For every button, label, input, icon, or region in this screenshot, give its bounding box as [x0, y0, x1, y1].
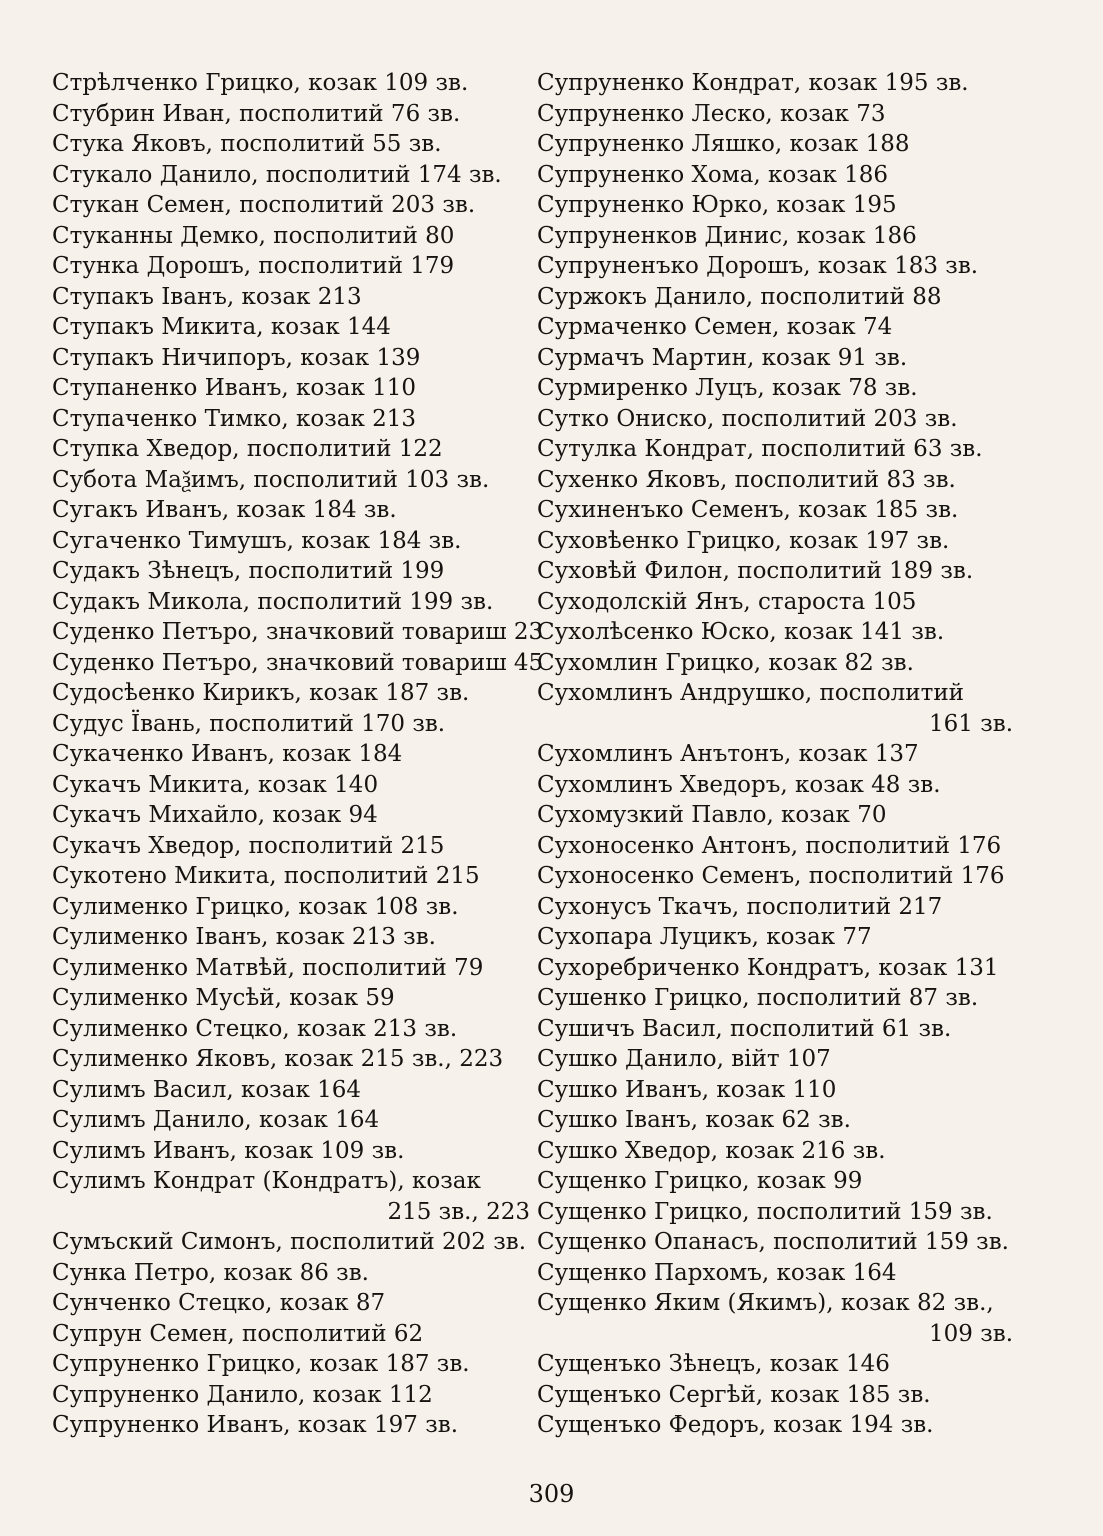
index-entry: Супруненко Грицко, козак 187 зв. [52, 1351, 470, 1377]
index-entry: Сумъский Симонъ, посполитий 202 зв. [52, 1229, 527, 1255]
index-entry: Сущенъко Сергѣй, козак 185 зв. [537, 1381, 931, 1408]
index-entry: Супруненков Динис, козак 186 [537, 222, 917, 249]
index-entry: Стукан Семен, посполитий 203 зв. [52, 192, 476, 218]
index-entry: Супруненко Леско, козак 73 [537, 100, 886, 127]
index-entry: Сурмаченко Семен, козак 74 [537, 314, 893, 340]
index-entry: Стубрин Иван, посполитий 76 зв. [52, 100, 461, 127]
index-entry: Сулименко Іванъ, козак 213 зв. [52, 924, 436, 950]
index-entry: Сурмачъ Мартин, козак 91 зв. [537, 344, 908, 371]
index-entry: Стукало Данило, посполитий 174 зв. [52, 161, 502, 188]
index-entry-continuation: 109 зв. [928, 1320, 1013, 1347]
page-number: 309 [528, 1480, 575, 1508]
index-entry: Сушко Хведор, козак 216 зв. [537, 1137, 886, 1164]
index-entry: Сухомлинъ Анътонъ, козак 137 [537, 741, 919, 767]
index-entry: Ступакъ Микита, козак 144 [52, 314, 391, 340]
index-entry: Судосѣенко Кирикъ, козак 187 зв. [52, 680, 470, 706]
index-entry: Сулимъ Васил, козак 164 [52, 1076, 362, 1103]
index-entry: Сухомузкий Павло, козак 70 [537, 802, 887, 828]
index-column-right [537, 68, 1013, 1441]
index-entry: Сукачъ Хведор, посполитий 215 [52, 832, 445, 859]
index-entry-continuation: 161 зв. [928, 710, 1013, 737]
index-entry: Сухоносенко Семенъ, посполитий 176 [537, 863, 1005, 889]
index-entry: Сукотено Микита, посполитий 215 [52, 863, 480, 889]
index-entry: Сухоносенко Антонъ, посполитий 176 [537, 832, 1002, 859]
index-entry: Сущенъко Федоръ, козак 194 зв. [537, 1412, 934, 1438]
index-entry: Супруненко Ляшко, козак 188 [537, 131, 910, 157]
index-entry: Сухиненъко Семенъ, козак 185 зв. [537, 497, 959, 523]
index-entry: Сулименко Стецко, козак 213 зв. [52, 1015, 458, 1042]
index-entry: Сушко Иванъ, козак 110 [537, 1076, 837, 1103]
index-entry: Суходолскій Янъ, староста 105 [537, 588, 917, 615]
index-entry: Сушенко Грицко, посполитий 87 зв. [537, 985, 979, 1011]
index-entry: Сущенко Грицко, козак 99 [537, 1168, 863, 1194]
index-entry: Сулименко Матвѣй, посполитий 79 [52, 954, 484, 981]
index-entry-continuation: 215 зв., 223 [387, 1198, 530, 1225]
index-entry: Стуканны Демко, посполитий 80 [52, 222, 455, 249]
index-entry: Сушко Данило, війт 107 [537, 1046, 831, 1072]
index-column-left [52, 68, 544, 1441]
index-entry: Сутко Ониско, посполитий 203 зв. [537, 405, 958, 432]
index-entry: Сукачъ Михайло, козак 94 [52, 802, 378, 828]
index-entry: Сущенко Пархомъ, козак 164 [537, 1259, 897, 1286]
index-entry: Сунченко Стецко, козак 87 [52, 1290, 386, 1316]
index-entry: Сущенъко Зѣнецъ, козак 146 [537, 1351, 890, 1377]
index-entry: Супруненко Юрко, козак 195 [537, 192, 897, 218]
index-entry: Сулимъ Данило, козак 164 [52, 1107, 380, 1133]
index-entry: Субота Маѯимъ, посполитий 103 зв. [52, 466, 490, 493]
index-entry: Сутулка Кондрат, посполитий 63 зв. [537, 436, 983, 462]
index-entry: Сулименко Грицко, козак 108 зв. [52, 893, 459, 920]
index-entry: Сукачъ Микита, козак 140 [52, 771, 379, 798]
index-entry: Супруненко Хома, козак 186 [537, 161, 889, 188]
index-entry: Сушко Іванъ, козак 62 зв. [537, 1107, 851, 1133]
index-entry: Ступка Хведор, посполитий 122 [52, 436, 443, 462]
index-entry: Сухомлинъ Хведоръ, козак 48 зв. [537, 771, 941, 798]
index-entry: Суденко Петъро, значковий товариш 23 [52, 619, 544, 645]
index-entry: Сухенко Яковъ, посполитий 83 зв. [537, 466, 956, 493]
index-entry: Сущенко Опанасъ, посполитий 159 зв. [537, 1229, 1009, 1255]
index-entry: Супруненко Данило, козак 112 [52, 1381, 433, 1408]
index-entry: Ступаненко Иванъ, козак 110 [52, 375, 417, 401]
index-entry: Судус Ївань, посполитий 170 зв. [52, 710, 446, 737]
index-entry: Суржокъ Данило, посполитий 88 [537, 283, 942, 310]
index-entry: Сущенко Яким (Якимъ), козак 82 зв., [537, 1290, 994, 1316]
index-entry: Стука Яковъ, посполитий 55 зв. [52, 131, 442, 157]
index-entry: Сухоребриченко Кондратъ, козак 131 [537, 954, 999, 981]
index-entry: Сущенко Грицко, посполитий 159 зв. [537, 1198, 993, 1225]
index-entry: Сушичъ Васил, посполитий 61 зв. [537, 1015, 952, 1042]
index-entry: Супруненко Кондрат, козак 195 зв. [537, 70, 969, 96]
index-entry: Суховѣенко Грицко, козак 197 зв. [537, 527, 950, 554]
index-entry: Сурмиренко Луцъ, козак 78 зв. [537, 375, 918, 401]
index-entry: Сухомлин Грицко, козак 82 зв. [537, 649, 914, 676]
index-entry: Сулименко Яковъ, козак 215 зв., 223 [52, 1046, 504, 1072]
index-entry: Суденко Петъро, значковий товариш 45 [52, 649, 544, 676]
index-entry: Сухомлинъ Андрушко, посполитий [537, 680, 965, 706]
index-entry: Сулименко Мусѣй, козак 59 [52, 985, 395, 1011]
index-entry: Сукаченко Иванъ, козак 184 [52, 741, 403, 767]
index-entry: Суховѣй Филон, посполитий 189 зв. [537, 558, 974, 584]
index-entry: Судакъ Микола, посполитий 199 зв. [52, 588, 494, 615]
index-entry: Сухопара Луцикъ, козак 77 [537, 924, 872, 950]
index-entry: Сухонусъ Ткачъ, посполитий 217 [537, 893, 943, 920]
index-entry: Сугакъ Иванъ, козак 184 зв. [52, 497, 397, 523]
index-entry: Стунка Дорошъ, посполитий 179 [52, 253, 455, 279]
index-entry: Сунка Петро, козак 86 зв. [52, 1259, 369, 1286]
index-entry: Ступакъ Іванъ, козак 213 [52, 283, 362, 310]
index-entry: Супрун Семен, посполитий 62 [52, 1320, 424, 1347]
index-entry: Супруненъко Дорошъ, козак 183 зв. [537, 253, 979, 279]
index-entry: Сугаченко Тимушъ, козак 184 зв. [52, 527, 462, 554]
index-entry: Супруненко Иванъ, козак 197 зв. [52, 1412, 459, 1438]
index-entry: Сулимъ Кондрат (Кондратъ), козак [52, 1168, 481, 1194]
index-entry: Сулимъ Иванъ, козак 109 зв. [52, 1137, 405, 1164]
index-entry: Ступакъ Ничипоръ, козак 139 [52, 344, 421, 371]
index-entry: Судакъ Зѣнецъ, посполитий 199 [52, 558, 445, 584]
index-entry: Ступаченко Тимко, козак 213 [52, 405, 417, 432]
index-entry: Стрѣлченко Грицко, козак 109 зв. [52, 70, 469, 96]
index-entry: Сухолѣсенко Юско, козак 141 зв. [537, 619, 945, 645]
